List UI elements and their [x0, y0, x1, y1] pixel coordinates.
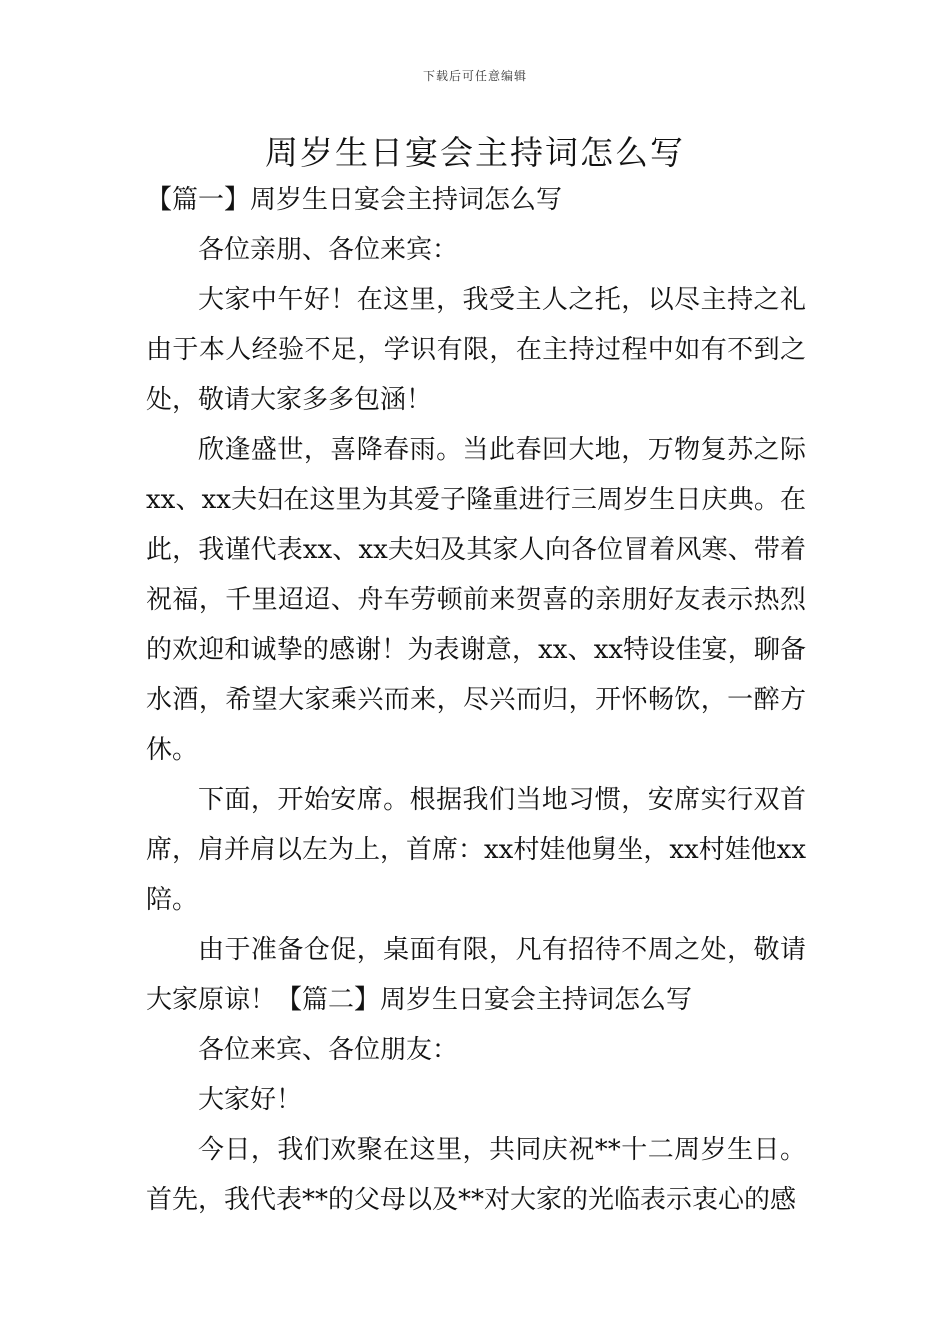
paragraph-2: 欣逢盛世，喜降春雨。当此春回大地，万物复苏之际xx、xx夫妇在这里为其爱子隆重进行三周岁生日庆典。在此，我谨代表xx、xx夫妇及其家人向各位冒着风寒、带着祝福，千里迢迢、舟车劳顿前来贺喜的亲朋好友表示热烈的欢迎和诚挚的感谢！为表谢意，xx、xx特设佳宴，聊备水酒，希望大家乘兴而来，尽兴而归，开怀畅饮，一醉方休。	[146, 435, 806, 765]
paragraph-3: 下面，开始安席。根据我们当地习惯，安席实行双首席，肩并肩以左为上，首席：xx村娃他舅坐，xx村娃他xx陪。	[146, 785, 806, 915]
paragraph-4: 由于准备仓促，桌面有限，凡有招待不周之处，敬请大家原谅！【篇二】周岁生日宴会主持词怎么写	[146, 935, 806, 1015]
paragraph-1: 大家中午好！在这里，我受主人之托，以尽主持之礼由于本人经验不足，学识有限，在主持过程中如有不到之处，敬请大家多多包涵！	[146, 285, 806, 415]
document-title: 周岁生日宴会主持词怎么写	[265, 133, 685, 172]
paragraph-5: 大家好！	[198, 1085, 303, 1115]
paragraph-greeting-1: 各位亲朋、各位来宾：	[198, 235, 459, 265]
document-body	[146, 175, 806, 1225]
section-heading-1: 【篇一】周岁生日宴会主持词怎么写	[146, 185, 563, 215]
paragraph-greeting-2: 各位来宾、各位朋友：	[198, 1035, 459, 1065]
header-note: 下载后可任意编辑	[422, 69, 527, 83]
paragraph-6: 今日，我们欢聚在这里，共同庆祝**十二周岁生日。首先，我代表**的父母以及**对大家的光临表示衷心的感	[146, 1135, 806, 1215]
